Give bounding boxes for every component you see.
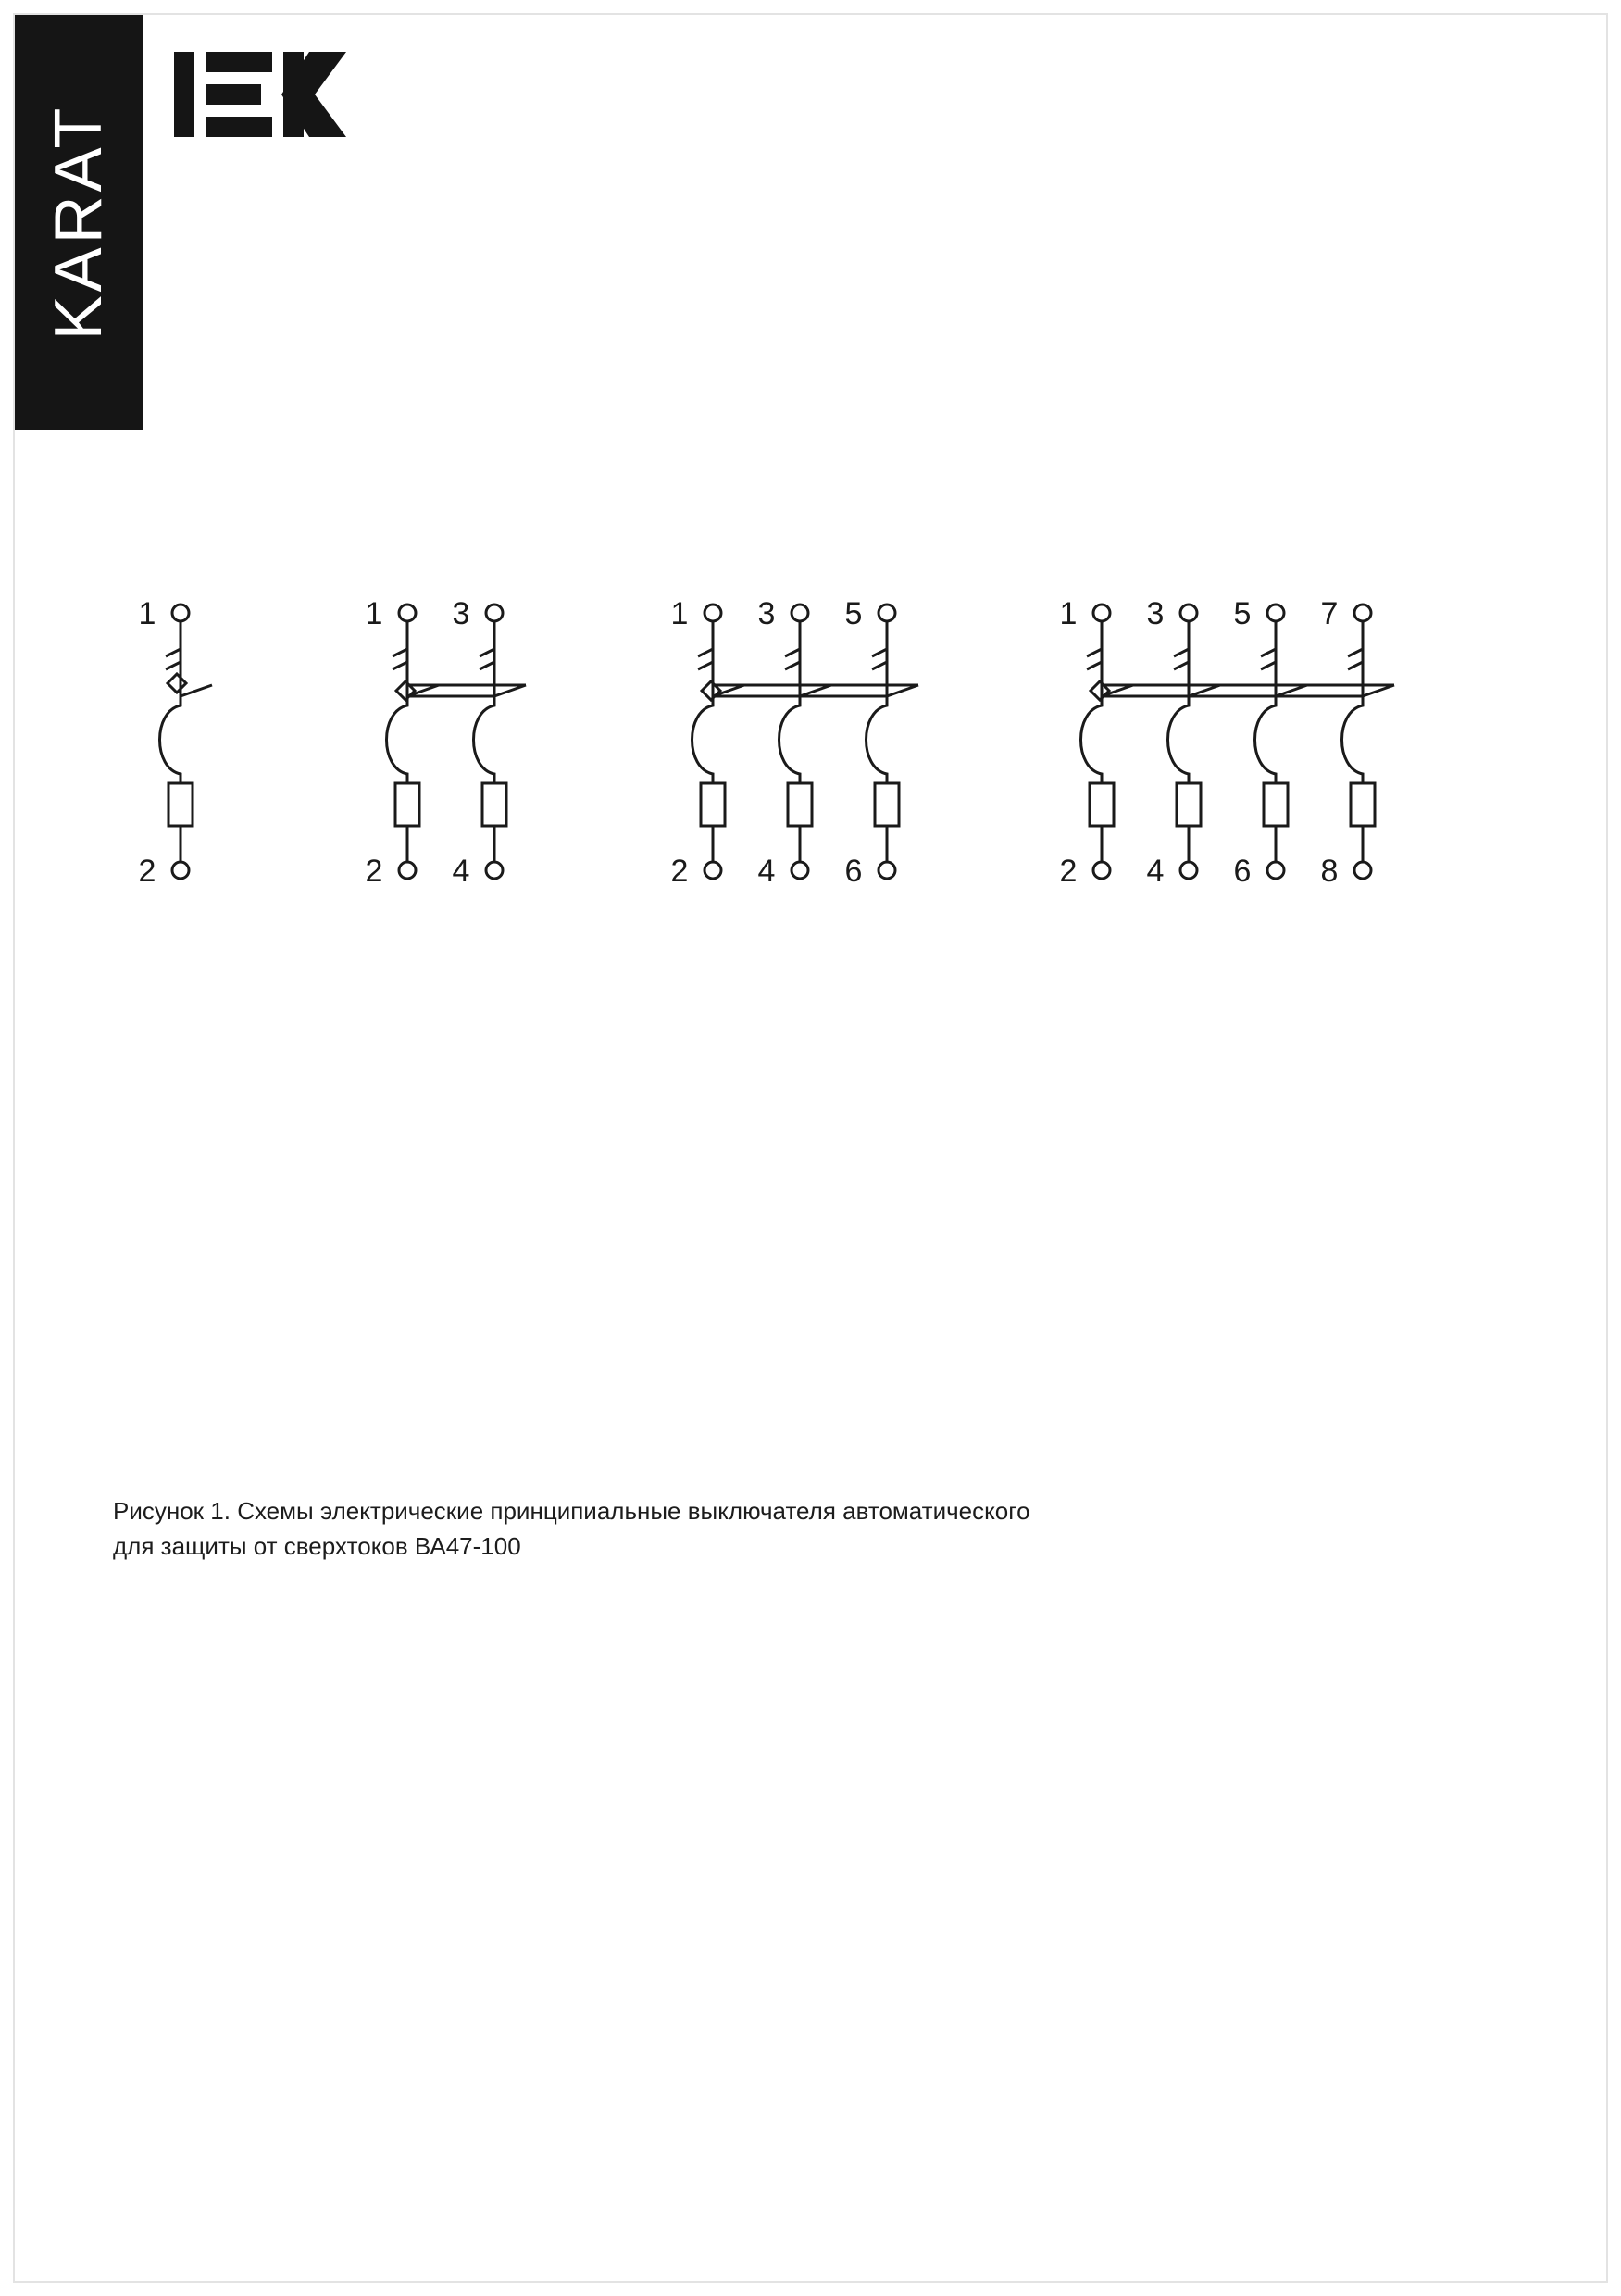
thermal-release-box	[1177, 783, 1201, 826]
magnetic-release-barb-2	[1261, 662, 1276, 669]
switch-contact-blade	[800, 685, 831, 696]
magnetic-release-barb-1	[872, 649, 887, 656]
terminal-label-bottom: 4	[757, 854, 776, 889]
magnetic-release-barb-2	[1174, 662, 1189, 669]
thermal-release-box	[1264, 783, 1288, 826]
terminal-label-bottom: 2	[670, 854, 689, 889]
thermal-release-box	[395, 783, 419, 826]
thermal-release-box	[482, 783, 506, 826]
terminal-label-bottom: 2	[365, 854, 383, 889]
terminal-label-top: 5	[844, 596, 863, 631]
arc-extinguish-symbol	[867, 696, 888, 783]
terminal-circle-top	[705, 605, 721, 621]
arc-extinguish-symbol	[1081, 696, 1103, 783]
magnetic-release-barb-1	[1348, 649, 1363, 656]
terminal-circle-top	[1180, 605, 1197, 621]
terminal-label-bottom: 8	[1320, 854, 1339, 889]
terminal-label-bottom: 2	[138, 854, 156, 889]
pole-group-1-pole	[139, 596, 212, 889]
magnetic-release-barb-1	[393, 649, 407, 656]
terminal-circle-top	[1354, 605, 1371, 621]
magnetic-release-barb-1	[166, 649, 181, 656]
terminal-circle-bottom	[705, 862, 721, 879]
terminal-circle-bottom	[172, 862, 189, 879]
magnetic-release-barb-1	[480, 649, 494, 656]
thermal-release-box	[701, 783, 725, 826]
magnetic-release-barb-1	[1087, 649, 1102, 656]
switch-contact-blade	[1189, 685, 1220, 696]
thermal-release-box	[788, 783, 812, 826]
arc-extinguish-symbol	[387, 696, 408, 783]
magnetic-release-barb-1	[1174, 649, 1189, 656]
terminal-label-top: 3	[452, 596, 470, 631]
arc-extinguish-symbol	[692, 696, 714, 783]
switch-contact-blade	[494, 685, 526, 696]
terminal-label-top: 1	[138, 596, 156, 631]
switch-contact-blade	[887, 685, 918, 696]
terminal-label-bottom: 6	[1233, 854, 1252, 889]
terminal-circle-top	[486, 605, 503, 621]
terminal-circle-top	[792, 605, 808, 621]
terminal-label-bottom: 4	[452, 854, 470, 889]
magnetic-release-barb-2	[1087, 662, 1102, 669]
terminal-label-top: 3	[1146, 596, 1165, 631]
terminal-circle-bottom	[792, 862, 808, 879]
terminal-circle-bottom	[486, 862, 503, 879]
pole-group-4-pole	[1060, 596, 1394, 889]
caption-line-1: Рисунок 1. Схемы электрические принципиальные выключателя автоматического	[113, 1497, 1030, 1525]
magnetic-release-barb-2	[393, 662, 407, 669]
terminal-label-top: 7	[1320, 596, 1339, 631]
switch-contact-blade	[1363, 685, 1394, 696]
magnetic-release-barb-1	[1261, 649, 1276, 656]
terminal-circle-top	[1267, 605, 1284, 621]
brand-tab	[15, 15, 143, 430]
terminal-label-top: 1	[1059, 596, 1078, 631]
terminal-label-bottom: 4	[1146, 854, 1165, 889]
magnetic-release-barb-2	[480, 662, 494, 669]
terminal-circle-top	[1093, 605, 1110, 621]
terminal-circle-bottom	[1180, 862, 1197, 879]
terminal-label-bottom: 6	[844, 854, 863, 889]
arc-extinguish-symbol	[474, 696, 495, 783]
terminal-label-top: 1	[670, 596, 689, 631]
terminal-label-bottom: 2	[1059, 854, 1078, 889]
magnetic-release-barb-2	[166, 662, 181, 669]
magnetic-release-barb-2	[872, 662, 887, 669]
pole-group-2-pole	[366, 596, 526, 889]
terminal-circle-bottom	[1267, 862, 1284, 879]
terminal-circle-bottom	[1093, 862, 1110, 879]
terminal-circle-top	[879, 605, 895, 621]
terminal-label-top: 1	[365, 596, 383, 631]
terminal-circle-bottom	[399, 862, 416, 879]
terminal-circle-top	[172, 605, 189, 621]
magnetic-release-barb-1	[785, 649, 800, 656]
magnetic-release-barb-2	[1348, 662, 1363, 669]
caption-line-2: для защиты от сверхтоков ВА47-100	[113, 1532, 521, 1560]
arc-extinguish-symbol	[160, 696, 181, 783]
magnetic-release-barb-1	[698, 649, 713, 656]
circuit-diagrams	[93, 593, 1537, 981]
page-border	[13, 13, 1608, 2283]
terminal-circle-top	[399, 605, 416, 621]
iek-logo	[174, 52, 350, 137]
arc-extinguish-symbol	[1342, 696, 1364, 783]
arc-extinguish-symbol	[1168, 696, 1190, 783]
magnetic-release-barb-2	[698, 662, 713, 669]
terminal-circle-bottom	[879, 862, 895, 879]
thermal-release-box	[1351, 783, 1375, 826]
linkage-pivot-marker	[168, 674, 186, 693]
thermal-release-box	[168, 783, 193, 826]
arc-extinguish-symbol	[779, 696, 801, 783]
thermal-release-box	[1090, 783, 1114, 826]
pole-group-3-pole	[671, 596, 918, 889]
thermal-release-box	[875, 783, 899, 826]
magnetic-release-barb-2	[785, 662, 800, 669]
switch-contact-blade	[1276, 685, 1307, 696]
brand-tab-label: KARAT	[42, 104, 116, 341]
switch-contact-blade	[181, 685, 212, 696]
figure-caption	[113, 1493, 1224, 1564]
terminal-label-top: 3	[757, 596, 776, 631]
terminal-label-top: 5	[1233, 596, 1252, 631]
arc-extinguish-symbol	[1255, 696, 1277, 783]
terminal-circle-bottom	[1354, 862, 1371, 879]
